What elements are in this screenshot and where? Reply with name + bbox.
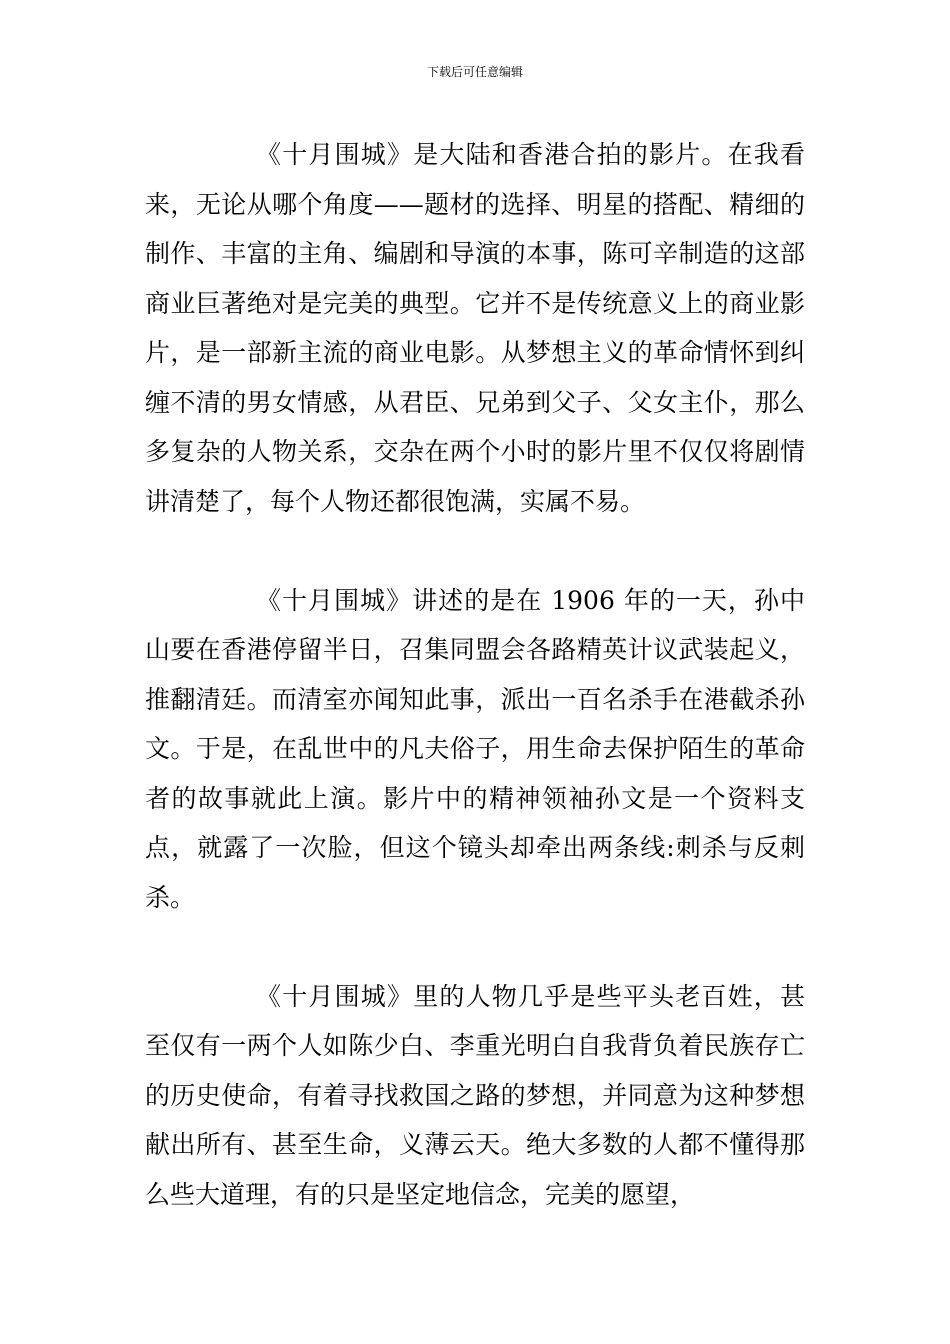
document-body <box>145 130 805 1219</box>
page-header: 下载后可任意编辑 <box>426 65 523 79</box>
paragraph-1: 《十月围城》是大陆和香港合拍的影片。在我看来，无论从哪个角度——题材的选择、明星的搭配、精细的制作、丰富的主角、编剧和导演的本事，陈可辛制造的这部商业巨著绝对是完美的典型。它并不是传统意义上的商业影片，是一部新主流的商业电影。从梦想主义的革命情怀到纠缠不清的男女情感，从君臣、兄弟到父子、父女主仆，那么多复杂的人物关系，交杂在两个小时的影片里不仅仅将剧情讲清楚了，每个人物还都很饱满，实属不易。 <box>145 140 805 516</box>
paragraph-2: 《十月围城》讲述的是在 1906 年的一天，孙中山要在香港停留半日，召集同盟会各路精英计议武装起义，推翻清廷。而清室亦闻知此事，派出一百名杀手在港截杀孙文。于是，在乱世中的凡夫俗子，用生命去保护陌生的革命者的故事就此上演。影片中的精神领袖孙文是一个资料支点，就露了一次脸，但这个镜头却牵出两条线:刺杀与反刺杀。 <box>145 585 805 912</box>
paragraph-3: 《十月围城》里的人物几乎是些平头老百姓，甚至仅有一两个人如陈少白、李重光明白自我背负着民族存亡的历史使命，有着寻找救国之路的梦想，并同意为这种梦想献出所有、甚至生命，义薄云天。绝大多数的人都不懂得那么些大道理，有的只是坚定地信念，完美的愿望， <box>145 981 805 1209</box>
